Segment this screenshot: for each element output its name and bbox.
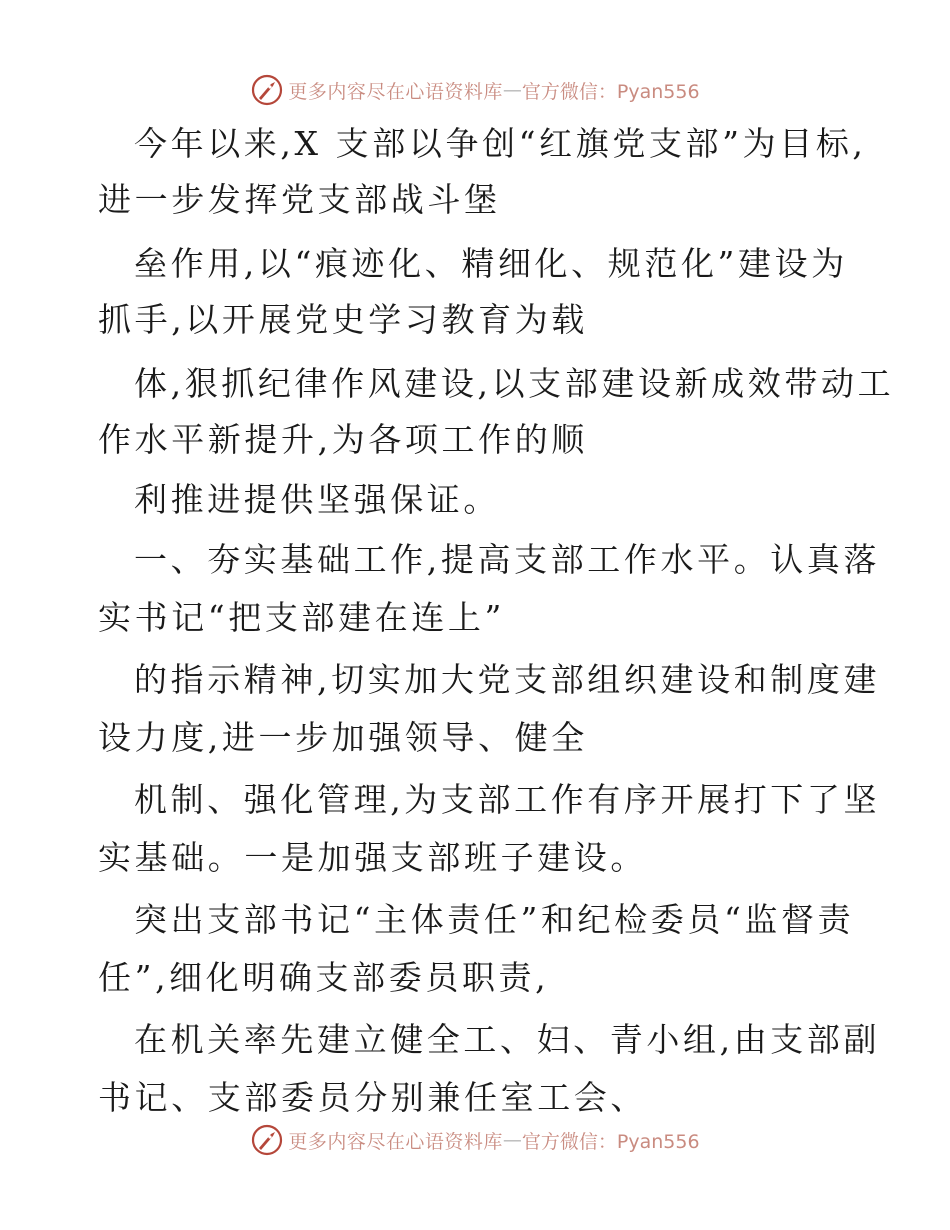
watermark-separator: —: [502, 1129, 522, 1151]
body-line: 机制、强化管理,为支部工作有序开展打下了坚: [134, 780, 881, 819]
body-line: 实书记“把支部建在连上”: [98, 598, 505, 637]
body-line: 实基础。一是加强支部班子建设。: [98, 838, 647, 877]
body-line: 任”,细化明确支部委员职责,: [98, 958, 550, 997]
body-line: 设力度,进一步加强领导、健全: [98, 718, 588, 757]
body-line: 抓手,以开展党史学习教育为载: [98, 300, 588, 339]
body-line: 垒作用,以“痕迹化、精细化、规范化”建设为: [134, 244, 848, 283]
pen-nib-seal-icon: [250, 73, 284, 107]
watermark-separator: —: [502, 79, 522, 101]
body-line: 突出支部书记“主体责任”和纪检委员“监督责: [134, 900, 855, 939]
body-line: 书记、支部委员分别兼任室工会、: [98, 1078, 647, 1117]
header-watermark: [0, 70, 950, 110]
body-line: 今年以来,X 支部以争创“红旗党支部”为目标,: [134, 124, 867, 163]
watermark-text: 更多内容尽在心语资料库: [288, 1130, 503, 1153]
watermark-contact: 官方微信：Pyan556: [521, 1130, 700, 1153]
body-line: 体,狠抓纪律作风建设,以支部建设新成效带动工: [134, 364, 895, 403]
body-line: 利推进提供坚强保证。: [134, 480, 500, 519]
body-line: 进一步发挥党支部战斗堡: [98, 180, 501, 219]
body-line: 一、夯实基础工作,提高支部工作水平。认真落: [134, 540, 881, 579]
body-line: 的指示精神,切实加大党支部组织建设和制度建: [134, 660, 881, 699]
watermark-text: 更多内容尽在心语资料库: [288, 80, 503, 103]
watermark-contact: 官方微信：Pyan556: [521, 80, 700, 103]
body-line: 作水平新提升,为各项工作的顺: [98, 420, 588, 459]
footer-watermark: [0, 1120, 950, 1160]
body-line: 在机关率先建立健全工、妇、青小组,由支部副: [134, 1020, 881, 1059]
pen-nib-seal-icon: [250, 1123, 284, 1157]
